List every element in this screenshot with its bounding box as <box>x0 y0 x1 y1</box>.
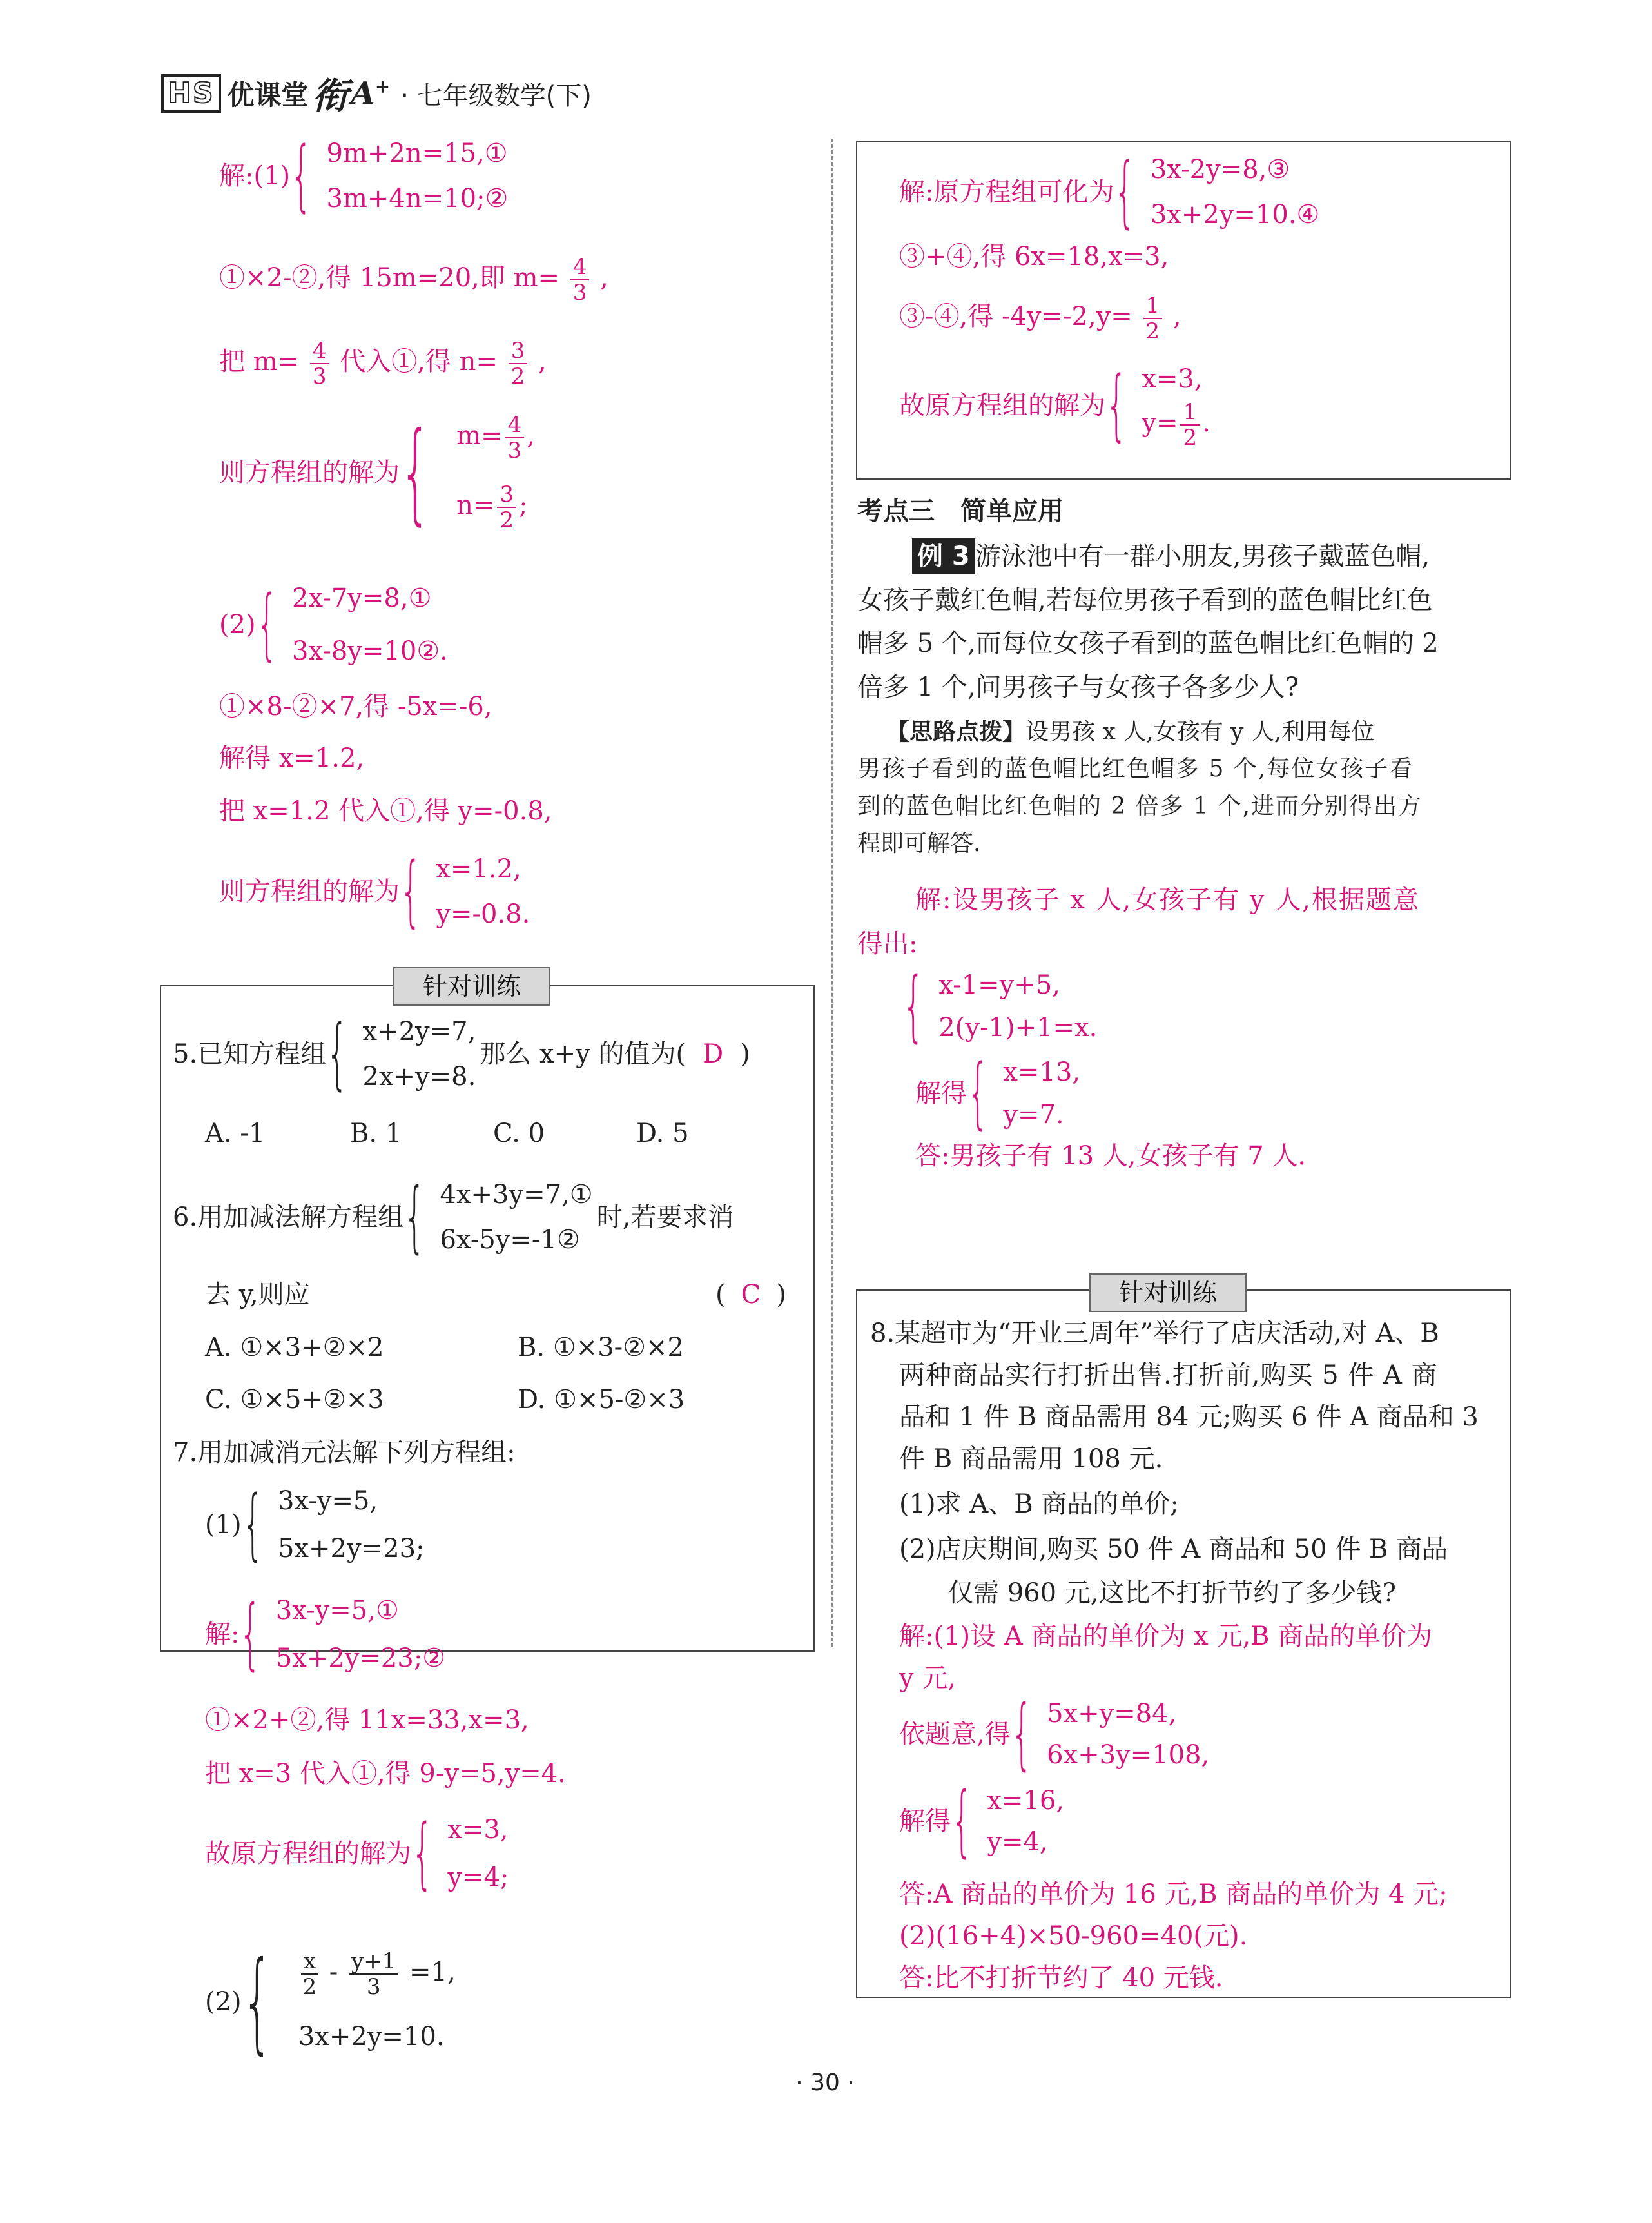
example-3-solution-line-1: 解:设男孩子 x 人,女孩子有 y 人,根据题意 <box>915 885 1420 915</box>
hint-line-2: 男孩子看到的蓝色帽比红色帽多 5 个,每位女孩子看 <box>857 756 1414 782</box>
q8-solution-line-2: y 元, <box>899 1663 957 1693</box>
example-3-line-4: 倍多 1 个,问男孩子与女孩子各多少人? <box>857 672 1299 702</box>
q5-option-b: B. 1 <box>350 1119 402 1148</box>
right-box-result: 故原方程组的解为 { x=3, y= $\frac{1}{2}$ . <box>899 360 1210 451</box>
hint-tag: 【思路点拨】 <box>886 718 1026 745</box>
q5-option-d: D. 5 <box>636 1119 689 1148</box>
example-3-line-2: 女孩子戴红色帽,若每位男孩子看到的蓝色帽比红色 <box>857 585 1433 615</box>
series-name: 优课堂 <box>227 79 309 111</box>
practice-tag-right: 针对训练 <box>1089 1273 1247 1312</box>
q8-sub-2-line-1: (2)店庆期间,购买 50 件 A 商品和 50 件 B 商品 <box>899 1534 1448 1564</box>
q8-part-2: (2)(16+4)×50-960=40(元). <box>899 1921 1248 1951</box>
hint-line-3: 到的蓝色帽比红色帽的 2 倍多 1 个,进而分别得出方 <box>857 793 1423 819</box>
example-3-answer: 答:男孩子有 13 人,女孩子有 7 人. <box>915 1141 1307 1171</box>
q8-line-1: 8.某超市为“开业三周年”举行了店庆活动,对 A、B <box>870 1318 1439 1348</box>
left-solution-1-system: 解:(1) { 9m+2n=15,① 3m+4n=10;② <box>219 131 509 220</box>
q6-option-c: C. ①×5+②×3 <box>205 1385 384 1415</box>
q8-answer-1: 答:A 商品的单价为 16 元,B 商品的单价为 4 元; <box>899 1879 1448 1909</box>
q7-solution-system: 解: { 3x-y=5,① 5x+2y=23;② <box>205 1589 446 1679</box>
q6-answer-bracket: ( C ) <box>715 1280 786 1309</box>
q6-options-row-1 <box>205 1329 684 1366</box>
practice-tag-left: 针对训练 <box>393 967 550 1006</box>
column-divider <box>831 139 833 1647</box>
question-6: 6.用加减法解方程组 { 4x+3y=7,① 6x-5y=-1② 时,若要求消 <box>173 1172 734 1262</box>
fraction: $\frac{4}{3}$ <box>310 338 329 389</box>
q6-options-row-2 <box>205 1382 685 1418</box>
fraction: $\frac{4}{3}$ <box>570 255 590 305</box>
grade-label: A+ <box>351 75 391 112</box>
q5-option-c: C. 0 <box>493 1119 545 1148</box>
example-3-system: { x-1=y+5, 2(y-1)+1=x. <box>902 961 1098 1051</box>
q5-options <box>205 1115 785 1151</box>
q8-system: 依题意,得 { 5x+y=84, 6x+3y=108, <box>899 1689 1210 1779</box>
header-subtitle: · 七年级数学(下) <box>400 81 592 111</box>
left-step-1: ①×2-②,得 15m=20,即 m= $\frac{4}{3}$ , <box>219 254 608 306</box>
q8-sub-1: (1)求 A、B 商品的单价; <box>899 1489 1179 1519</box>
q7-solution-result: 故原方程组的解为 { x=3, y=4; <box>205 1808 509 1898</box>
q6-option-b: B. ①×3-②×2 <box>518 1333 684 1362</box>
q7-part-1-system: (1) { 3x-y=5, 5x+2y=23; <box>205 1480 425 1569</box>
q7-part-2-system: (2) { $\frac{x}{2}$ - $\frac{y+1}{3}$ =1, 3x+2y=10. <box>205 1938 456 2066</box>
hint-line-4: 程即可解答. <box>857 830 981 857</box>
q8-answer-2: 答:比不打折节约了 40 元钱. <box>899 1963 1223 1993</box>
example-3-solve: 解得 { x=13, y=7. <box>915 1048 1081 1138</box>
example-3-tag: 例 3 <box>912 538 975 574</box>
q7-solution-step-2: 把 x=3 代入①,得 9-y=5,y=4. <box>205 1759 566 1788</box>
fraction: $\frac{3}{2}$ <box>509 338 528 389</box>
q6-option-a: A. ①×3+②×2 <box>205 1333 384 1362</box>
page-header <box>161 71 592 116</box>
right-box-system: 解:原方程组可化为 { 3x-2y=8,③ 3x+2y=10.④ <box>899 147 1320 237</box>
example-3-solution-line-2: 得出: <box>857 929 918 959</box>
question-5: 5.已知方程组 { x+2y=7, 2x+y=8. 那么 x+y 的值为( D ) <box>173 1009 750 1099</box>
q8-sub-2-line-2: 仅需 960 元,这比不打折节约了多少钱? <box>947 1578 1396 1608</box>
q7-solution-step-1: ①×2+②,得 11x=33,x=3, <box>205 1705 529 1735</box>
q8-solution-line-1: 解:(1)设 A 商品的单价为 x 元,B 商品的单价为 <box>899 1621 1433 1651</box>
q8-solve: 解得 { x=16, y=4, <box>899 1776 1065 1866</box>
left-p2-step-1: ①×8-②×7,得 -5x=-6, <box>219 692 492 721</box>
example-3-line-1: 例 3 游泳池中有一群小朋友,男孩子戴蓝色帽, <box>912 538 1430 574</box>
q8-line-2: 两种商品实行打折出售.打折前,购买 5 件 A 商 <box>899 1360 1438 1390</box>
q5-option-a: A. -1 <box>205 1119 266 1148</box>
brand-stamp: 衔 <box>312 75 349 117</box>
right-box-step-2: ③-④,得 -4y=-2,y= $\frac{1}{2}$ , <box>899 293 1181 344</box>
q6-line-2: 去 y,则应 <box>205 1280 310 1309</box>
q6-option-d: D. ①×5-②×3 <box>518 1385 685 1415</box>
left-result-1: 则方程组的解为 { m= $\frac{4}{3}$ , n= $\frac{3}{2}$ ; <box>219 409 535 536</box>
left-solution-2-system: (2) { 2x-7y=8,① 3x-8y=10②. <box>219 580 448 669</box>
q8-line-3: 品和 1 件 B 商品需用 84 元;购买 6 件 A 商品和 3 <box>899 1402 1479 1432</box>
left-p2-result: 则方程组的解为 { x=1.2, y=-0.8. <box>219 847 530 936</box>
left-step-2: 把 m= $\frac{4}{3}$ 代入①,得 n= $\frac{3}{2}$ , <box>219 338 547 389</box>
hint-line-1: 【思路点拨】设男孩 x 人,女孩有 y 人,利用每位 <box>886 718 1375 745</box>
q6-answer: C <box>741 1280 761 1309</box>
page-number: · 30 · <box>795 2070 855 2096</box>
section-3-title: 考点三 简单应用 <box>857 496 1064 526</box>
right-box-step-1: ③+④,得 6x=18,x=3, <box>899 242 1169 271</box>
question-7-title: 7.用加减消元法解下列方程组: <box>173 1438 516 1467</box>
example-3-line-3: 帽多 5 个,而每位女孩子看到的蓝色帽比红色帽的 2 <box>857 629 1439 658</box>
hs-logo: HS <box>161 74 221 113</box>
left-p2-step-2: 解得 x=1.2, <box>219 743 365 773</box>
left-p2-step-3: 把 x=1.2 代入①,得 y=-0.8, <box>219 796 552 826</box>
q8-line-4: 件 B 商品需用 108 元. <box>899 1444 1163 1474</box>
q5-answer: D <box>703 1039 724 1069</box>
